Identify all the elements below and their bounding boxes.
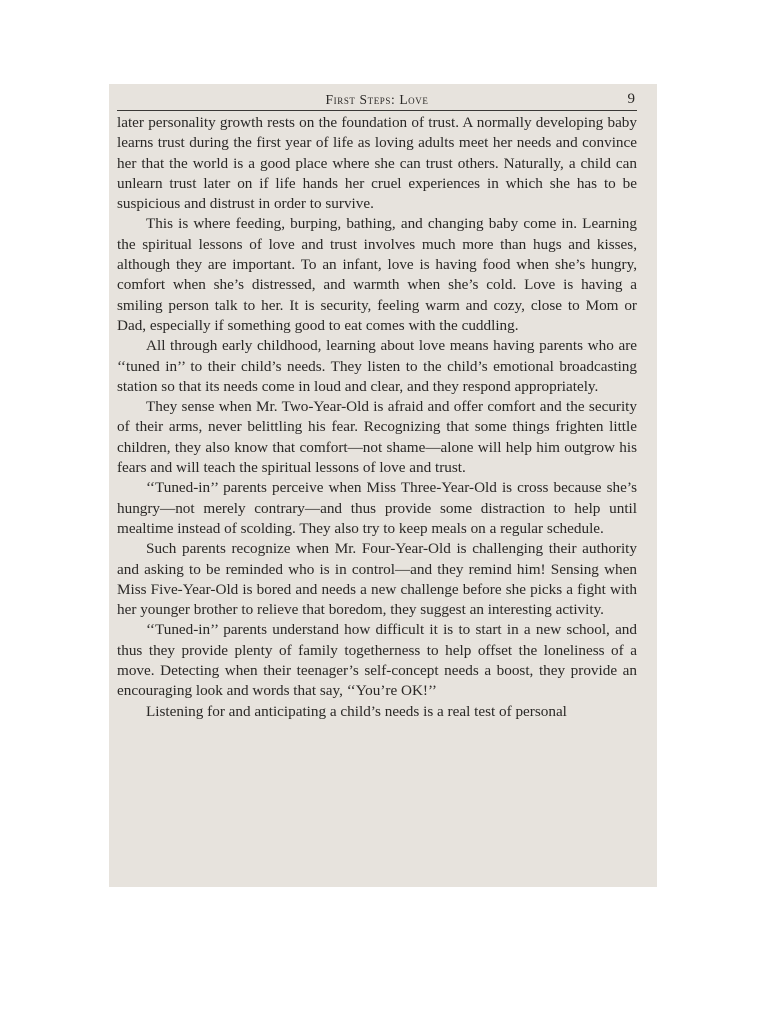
paragraph-continued: later personality growth rests on the foundation of trust. A normally developing baby learns trust during the first year of life as loving adults meet her needs and convince her that the world is a good place where she can trust others. Naturally, a child can unlearn trust later on if life hands her cruel experiences in which she has to be suspicious and distrust in order to survive. <box>117 114 637 213</box>
page-number: 9 <box>627 91 635 107</box>
paragraph: ‘‘Tuned-in’’ parents perceive when Miss Three-Year-Old is cross because she’s hungry—not merely contrary—and thus provide some distraction to help until mealtime instead of scolding. They also try to keep meals on a regular schedule. <box>117 479 637 537</box>
body-text <box>117 113 637 722</box>
paragraph: This is where feeding, burping, bathing, and changing baby come in. Learning the spiritual lessons of love and trust involves much more than hugs and kisses, although they are important. To an infant, love is having food when she’s hungry, comfort when she’s distressed, and warmth when she’s cold. Love is having a smiling person talk to her. It is security, feeling warm and cozy, close to Mom or Dad, especially if something good to eat comes with the cuddling. <box>117 215 637 334</box>
book-page <box>109 84 657 887</box>
paragraph: They sense when Mr. Two-Year-Old is afraid and offer comfort and the security of their arms, never belittling his fear. Recognizing that some things frighten little children, they also know that comfort—not shame—alone will help him outgrow his fears and will teach the spiritual lessons of love and trust. <box>117 398 637 477</box>
paragraph: Listening for and anticipating a child’s needs is a real test of personal <box>146 702 567 720</box>
paragraph: Such parents recognize when Mr. Four-Year-Old is challenging their authority and asking to be reminded who is in control—and they remind him! Sensing when Miss Five-Year-Old is bored and needs a new challenge before she picks a fight with her younger brother to relieve that boredom, they suggest an interesting activity. <box>117 540 637 619</box>
running-header <box>117 84 637 111</box>
running-title: First Steps: Love <box>325 92 429 107</box>
paragraph: ‘‘Tuned-in’’ parents understand how difficult it is to start in a new school, and thus they provide plenty of family togetherness to help offset the loneliness of a move. Detecting when their teenager’s self-concept needs a boost, they provide an encouraging look and words that say, ‘‘You’re OK!’’ <box>117 621 637 700</box>
paragraph: All through early childhood, learning about love means having parents who are ‘‘tuned in’’ to their child’s needs. They listen to the child’s emotional broadcasting station so that its needs come in loud and clear, and they respond appropriately. <box>117 337 637 395</box>
